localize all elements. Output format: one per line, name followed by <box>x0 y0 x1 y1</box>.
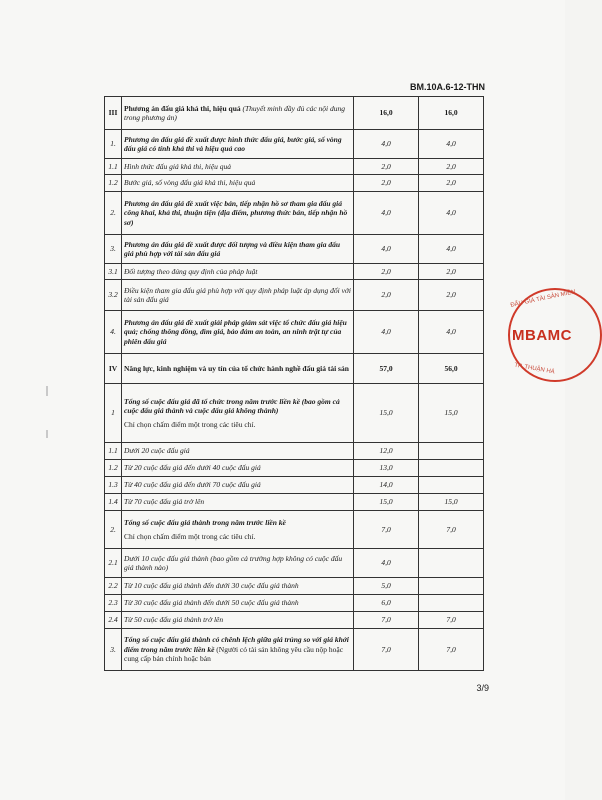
table-row <box>105 384 484 443</box>
table-row <box>105 460 484 477</box>
row-number: 3. <box>105 235 122 264</box>
scoring-table <box>104 96 484 671</box>
awarded-score: 7,0 <box>419 629 484 671</box>
table-row <box>105 443 484 460</box>
row-content-note: (Người có tài sản không yêu cầu nộp hoặc cung cấp bản chính hoặc bản <box>124 644 344 664</box>
table-row <box>105 494 484 511</box>
table-row <box>105 175 484 192</box>
row-content: Dưới 10 cuộc đấu giá thành (bao gồm cả trường hợp không có cuộc đấu giá thành nào) <box>122 549 354 578</box>
awarded-score: 4,0 <box>419 130 484 159</box>
max-score: 14,0 <box>354 477 419 494</box>
row-content-note: (Thuyết minh đầy đủ các nội dung trong phương án) <box>124 103 345 122</box>
awarded-score <box>419 477 484 494</box>
max-score: 7,0 <box>354 511 419 549</box>
table-row <box>105 130 484 159</box>
table-row <box>105 264 484 280</box>
row-number: 3.2 <box>105 280 122 311</box>
seal-bottom-text: TP. THUẬN HÀ <box>513 362 556 376</box>
row-content: Từ 70 cuộc đấu giá trở lên <box>122 494 354 511</box>
max-score: 4,0 <box>354 130 419 159</box>
row-number: III <box>105 97 122 130</box>
awarded-score <box>419 549 484 578</box>
awarded-score: 56,0 <box>419 354 484 384</box>
max-score: 2,0 <box>354 264 419 280</box>
awarded-score: 2,0 <box>419 264 484 280</box>
row-number: 3.1 <box>105 264 122 280</box>
table-row <box>105 235 484 264</box>
max-score: 4,0 <box>354 192 419 235</box>
row-number: 1.3 <box>105 477 122 494</box>
table-row <box>105 578 484 595</box>
awarded-score <box>419 460 484 477</box>
row-content: Bước giá, số vòng đấu giá khả thi, hiệu quả <box>122 175 354 192</box>
row-number: 4. <box>105 311 122 354</box>
row-number: IV <box>105 354 122 384</box>
margin-mark <box>46 386 48 396</box>
table-row <box>105 192 484 235</box>
row-number: 2.3 <box>105 595 122 612</box>
table-row <box>105 612 484 629</box>
seal-top-text: ĐẤU GIÁ TÀI SẢN MIỀN <box>510 289 577 309</box>
max-score: 5,0 <box>354 578 419 595</box>
table-row <box>105 97 484 130</box>
max-score: 15,0 <box>354 494 419 511</box>
row-number: 1.1 <box>105 159 122 175</box>
awarded-score: 16,0 <box>419 97 484 130</box>
row-content: Từ 50 cuộc đấu giá thành trở lên <box>122 612 354 629</box>
max-score: 15,0 <box>354 384 419 443</box>
row-number: 1.2 <box>105 460 122 477</box>
table-row <box>105 477 484 494</box>
document-code: BM.10A.6-12-THN <box>409 82 485 92</box>
row-number: 2. <box>105 511 122 549</box>
max-score: 7,0 <box>354 629 419 671</box>
awarded-score <box>419 578 484 595</box>
awarded-score: 7,0 <box>419 612 484 629</box>
row-content: Phương án đấu giá đề xuất việc bán, tiếp nhận hồ sơ tham gia đấu giá công khai, khả thi, thuận tiện (địa điểm, phương thức bán, tiếp nhận hồ sơ) <box>122 192 354 235</box>
awarded-score <box>419 595 484 612</box>
awarded-score: 15,0 <box>419 384 484 443</box>
table-row <box>105 311 484 354</box>
row-content-title: Tổng số cuộc đấu giá đã tổ chức trong năm trước liền kề (bao gồm cả cuộc đấu giá thành và cuộc đấu giá không thành) <box>124 396 340 416</box>
row-content: Từ 10 cuộc đấu giá thành đến dưới 30 cuộc đấu giá thành <box>122 578 354 595</box>
row-number: 1.1 <box>105 443 122 460</box>
max-score: 2,0 <box>354 280 419 311</box>
awarded-score: 4,0 <box>419 235 484 264</box>
row-content: Đối tượng theo đúng quy định của pháp luật <box>122 264 354 280</box>
row-content <box>122 511 354 549</box>
row-number: 1 <box>105 384 122 443</box>
max-score: 4,0 <box>354 549 419 578</box>
row-content: Phương án đấu giá đề xuất được hình thức đấu giá, bước giá, số vòng đấu giá có tính khả thi và hiệu quả cao <box>122 130 354 159</box>
max-score: 13,0 <box>354 460 419 477</box>
awarded-score <box>419 443 484 460</box>
row-content: Năng lực, kinh nghiệm và uy tín của tổ chức hành nghề đấu giá tài sản <box>122 354 354 384</box>
row-content-note: Chỉ chọn chấm điểm một trong các tiêu chí. <box>124 531 256 541</box>
row-number: 1. <box>105 130 122 159</box>
max-score: 4,0 <box>354 311 419 354</box>
table-row <box>105 595 484 612</box>
row-content: Từ 30 cuộc đấu giá thành đến dưới 50 cuộc đấu giá thành <box>122 595 354 612</box>
table-row <box>105 354 484 384</box>
row-content <box>122 629 354 671</box>
row-content: Hình thức đấu giá khả thi, hiệu quả <box>122 159 354 175</box>
row-content: Điều kiện tham gia đấu giá phù hợp với quy định pháp luật áp dụng đối với tài sản đấu giá <box>122 280 354 311</box>
max-score: 6,0 <box>354 595 419 612</box>
row-content-title: Phương án đấu giá khả thi, hiệu quả <box>124 103 241 113</box>
table-row <box>105 511 484 549</box>
awarded-score: 2,0 <box>419 159 484 175</box>
row-content-note: Chỉ chọn chấm điểm một trong các tiêu chí. <box>124 419 256 429</box>
row-number: 2. <box>105 192 122 235</box>
max-score: 7,0 <box>354 612 419 629</box>
seal-brand: MBAMC <box>512 327 572 344</box>
table-row <box>105 549 484 578</box>
awarded-score: 2,0 <box>419 175 484 192</box>
row-content <box>122 97 354 130</box>
margin-mark <box>46 430 48 438</box>
row-number: 1.2 <box>105 175 122 192</box>
row-number: 2.4 <box>105 612 122 629</box>
awarded-score: 15,0 <box>419 494 484 511</box>
awarded-score: 7,0 <box>419 511 484 549</box>
awarded-score: 4,0 <box>419 311 484 354</box>
max-score: 2,0 <box>354 175 419 192</box>
page-number: 3/9 <box>476 683 489 693</box>
row-content: Từ 40 cuộc đấu giá đến dưới 70 cuộc đấu giá <box>122 477 354 494</box>
awarded-score: 2,0 <box>419 280 484 311</box>
row-number: 2.2 <box>105 578 122 595</box>
row-number: 3. <box>105 629 122 671</box>
table-row <box>105 159 484 175</box>
row-content: Từ 20 cuộc đấu giá đến dưới 40 cuộc đấu giá <box>122 460 354 477</box>
row-content: Phương án đấu giá đề xuất giải pháp giám sát việc tổ chức đấu giá hiệu quả; chống thông đồng, dìm giá, bảo đảm an toàn, an ninh trật tự của phiên đấu giá <box>122 311 354 354</box>
row-number: 1.4 <box>105 494 122 511</box>
row-content: Dưới 20 cuộc đấu giá <box>122 443 354 460</box>
row-content-title: Tổng số cuộc đấu giá thành trong năm trước liền kề <box>124 518 286 528</box>
table-row <box>105 629 484 671</box>
max-score: 57,0 <box>354 354 419 384</box>
max-score: 4,0 <box>354 235 419 264</box>
max-score: 2,0 <box>354 159 419 175</box>
max-score: 16,0 <box>354 97 419 130</box>
row-content <box>122 384 354 443</box>
row-number: 2.1 <box>105 549 122 578</box>
row-content-title: Tổng số cuộc đấu giá thành có chênh lệch giữa giá trúng so với giá khởi điểm trong năm trước liền kề <box>124 635 349 654</box>
awarded-score: 4,0 <box>419 192 484 235</box>
row-content: Phương án đấu giá đề xuất được đối tượng và điều kiện tham gia đấu giá phù hợp với tài sản đấu giá <box>122 235 354 264</box>
table-row <box>105 280 484 311</box>
max-score: 12,0 <box>354 443 419 460</box>
